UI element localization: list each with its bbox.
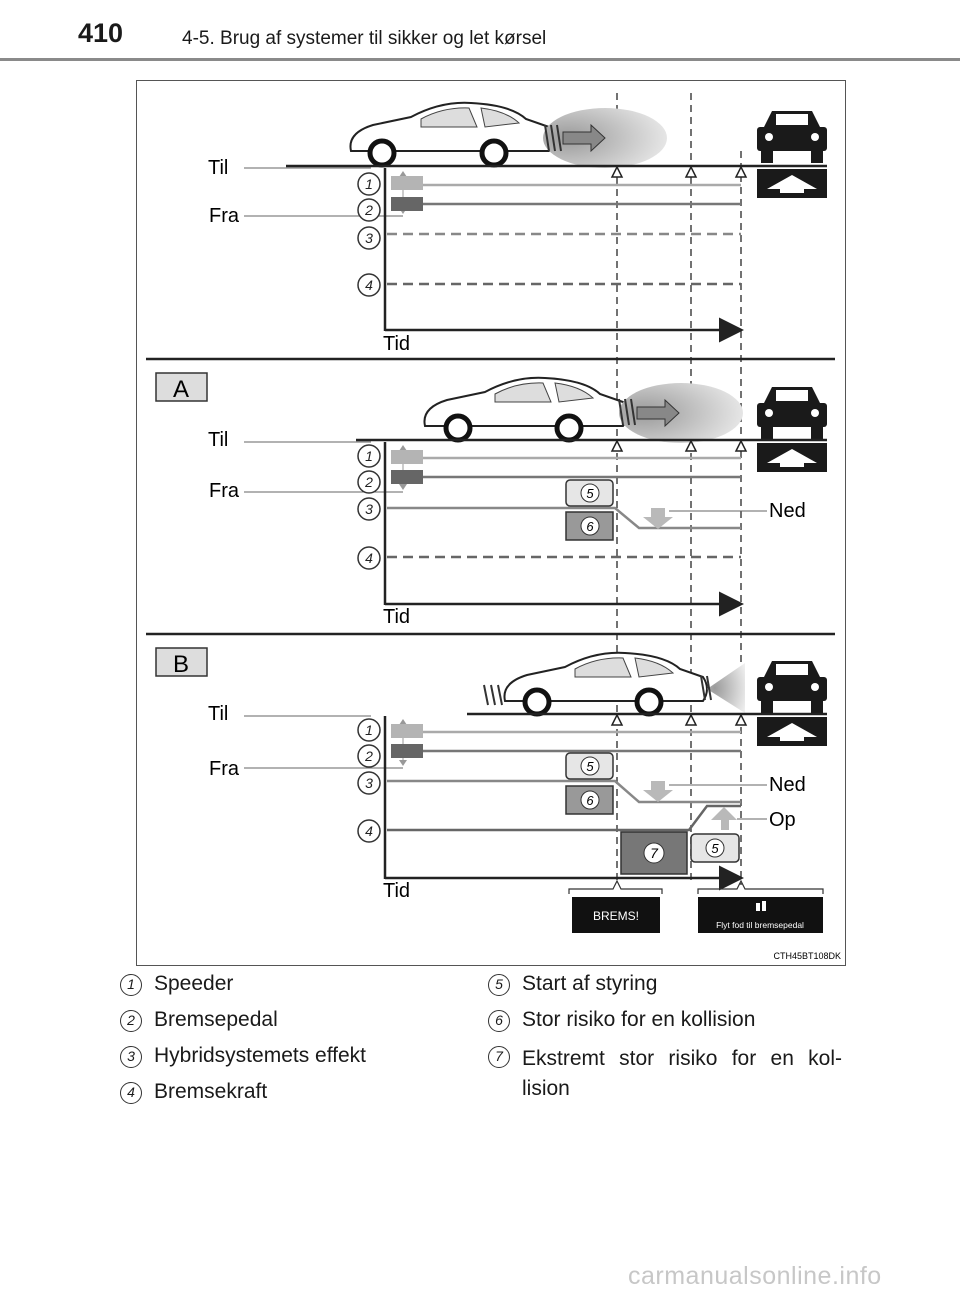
car-illustration (350, 103, 553, 165)
legend-number: 2 (120, 1010, 142, 1032)
marker-4: 4 (365, 550, 373, 566)
display-brems-text: BREMS! (592, 909, 640, 923)
marker-3: 3 (365, 501, 373, 517)
legend-right (488, 968, 842, 1104)
marker-5: 5 (711, 841, 719, 856)
pcs-timing-diagram (137, 81, 845, 965)
timing-lines (617, 93, 741, 885)
legend-text: Ekstremt stor risiko for en kol-lision (522, 1047, 842, 1100)
label-til: Til (208, 157, 229, 179)
list-item (488, 1004, 838, 1040)
legend-text: Bremsekraft (154, 1080, 268, 1103)
label-fra: Fra (209, 205, 239, 227)
marker-5: 5 (586, 486, 594, 501)
vehicle-ahead-icon (757, 661, 827, 713)
marker-1: 1 (365, 448, 373, 464)
header-rule (0, 58, 960, 61)
label-tid: Tid (383, 880, 411, 902)
legend-number: 6 (488, 1010, 510, 1032)
legend-number: 1 (120, 974, 142, 996)
marker-4: 4 (365, 277, 373, 293)
legend-text: Speeder (154, 972, 234, 995)
panel-a (156, 373, 827, 628)
label-til: Til (208, 429, 229, 451)
label-tid: Tid (383, 333, 411, 355)
label-til: Til (208, 703, 229, 725)
marker-4: 4 (365, 823, 373, 839)
list-item (488, 968, 838, 1004)
display-foot-text: Flyt fod til bremsepedal (716, 920, 804, 930)
label-ned: Ned (769, 774, 806, 796)
legend-text: Start af styring (522, 972, 658, 995)
legend-left (120, 968, 450, 1112)
marker-2: 2 (365, 748, 373, 764)
label-fra: Fra (209, 480, 239, 502)
page-header (0, 0, 960, 62)
label-op: Op (769, 809, 796, 831)
list-item (120, 1004, 450, 1040)
label-ned: Ned (769, 500, 806, 522)
page-number: 410 (78, 18, 124, 48)
section-title: 4-5. Brug af systemer til sikker og let kørsel (182, 28, 547, 49)
legend-text: Bremsepedal (154, 1008, 278, 1031)
marker-1: 1 (365, 722, 373, 738)
legend-number: 4 (120, 1082, 142, 1104)
list-item (120, 968, 450, 1004)
figure-code: CTH45BT108DK (773, 951, 841, 961)
legend-text: Hybridsystemets effekt (154, 1044, 367, 1067)
panel-b-label: B (172, 651, 190, 678)
marker-2: 2 (365, 474, 373, 490)
label-tid: Tid (383, 606, 411, 628)
legend-number: 3 (120, 1046, 142, 1068)
marker-7: 7 (650, 845, 658, 861)
marker-5: 5 (586, 759, 594, 774)
watermark: carmanualsonline.info (628, 1262, 882, 1290)
panel-normal (208, 103, 827, 355)
vehicle-ahead-icon (757, 387, 827, 439)
figure-frame (136, 80, 846, 966)
legend-text: Stor risiko for en kollision (522, 1008, 756, 1031)
marker-3: 3 (365, 230, 373, 246)
car-illustration (424, 378, 627, 440)
marker-1: 1 (365, 176, 373, 192)
panel-b (156, 648, 827, 933)
list-item (120, 1076, 450, 1112)
car-illustration (504, 653, 707, 714)
list-item (488, 1040, 842, 1104)
marker-3: 3 (365, 775, 373, 791)
list-item (120, 1040, 450, 1076)
label-fra: Fra (209, 758, 239, 780)
marker-6: 6 (586, 793, 594, 808)
vehicle-ahead-icon (757, 111, 827, 163)
marker-2: 2 (365, 202, 373, 218)
panel-a-label: A (172, 376, 190, 403)
marker-6: 6 (586, 519, 594, 534)
legend-number: 7 (488, 1046, 510, 1068)
legend-number: 5 (488, 974, 510, 996)
